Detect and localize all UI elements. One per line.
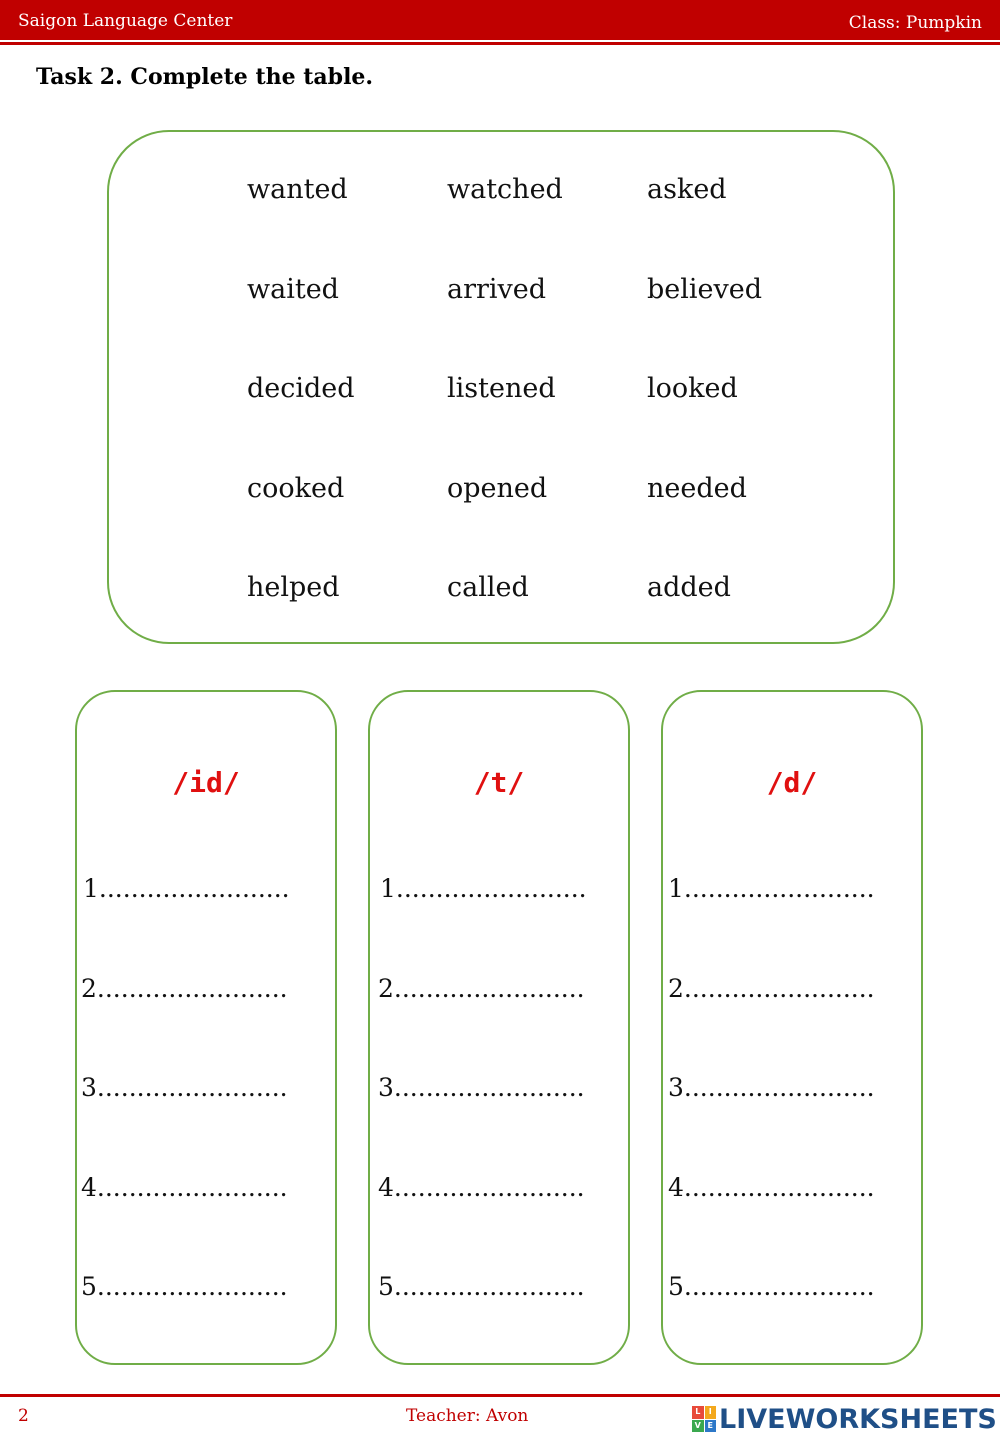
answer-line[interactable]: 4........................	[668, 1173, 875, 1202]
sound-box-id	[75, 690, 337, 1365]
class-name: Class: Pumpkin	[848, 13, 982, 33]
word-bank-word: listened	[447, 373, 556, 404]
answer-line[interactable]: 5........................	[668, 1272, 875, 1301]
answer-line[interactable]: 2........................	[81, 974, 288, 1003]
liveworksheets-logo-icon: L I V E	[692, 1406, 716, 1432]
word-bank-word: arrived	[447, 274, 547, 305]
header-divider	[0, 42, 1000, 45]
word-bank-word: needed	[647, 473, 747, 504]
brand-name: LIVEWORKSHEETS	[719, 1403, 997, 1435]
teacher-name: Teacher: Avon	[406, 1406, 529, 1426]
word-bank-word: cooked	[247, 473, 345, 504]
word-bank-word: added	[647, 572, 731, 603]
answer-line[interactable]: 2........................	[378, 974, 585, 1003]
liveworksheets-logo[interactable]	[692, 1402, 997, 1436]
word-bank-word: asked	[647, 174, 727, 205]
word-bank-word: watched	[447, 174, 563, 205]
answer-line[interactable]: 4........................	[378, 1173, 585, 1202]
word-bank-word: called	[447, 572, 529, 603]
sound-heading: /id/	[172, 766, 240, 799]
sound-heading: /t/	[473, 766, 525, 799]
header-bar	[0, 0, 1000, 40]
word-bank-word: looked	[647, 373, 738, 404]
answer-line[interactable]: 2........................	[668, 974, 875, 1003]
word-bank-word: believed	[647, 274, 763, 305]
answer-line[interactable]: 1........................	[380, 874, 587, 903]
answer-line[interactable]: 1........................	[668, 874, 875, 903]
word-bank-box	[107, 130, 895, 644]
answer-line[interactable]: 1........................	[83, 874, 290, 903]
word-bank-word: opened	[447, 473, 548, 504]
sound-heading: /d/	[766, 766, 818, 799]
answer-line[interactable]: 3........................	[668, 1073, 875, 1102]
footer-divider	[0, 1394, 1000, 1397]
word-bank-word: wanted	[247, 174, 348, 205]
sound-box-t	[368, 690, 630, 1365]
school-name: Saigon Language Center	[18, 11, 233, 31]
word-bank-word: waited	[247, 274, 339, 305]
word-bank-word: decided	[247, 373, 355, 404]
sound-box-d	[661, 690, 923, 1365]
page-number: 2	[18, 1406, 29, 1426]
answer-line[interactable]: 3........................	[378, 1073, 585, 1102]
answer-line[interactable]: 4........................	[81, 1173, 288, 1202]
answer-line[interactable]: 5........................	[378, 1272, 585, 1301]
answer-line[interactable]: 5........................	[81, 1272, 288, 1301]
task-title: Task 2. Complete the table.	[36, 64, 374, 90]
word-bank-word: helped	[247, 572, 340, 603]
answer-line[interactable]: 3........................	[81, 1073, 288, 1102]
